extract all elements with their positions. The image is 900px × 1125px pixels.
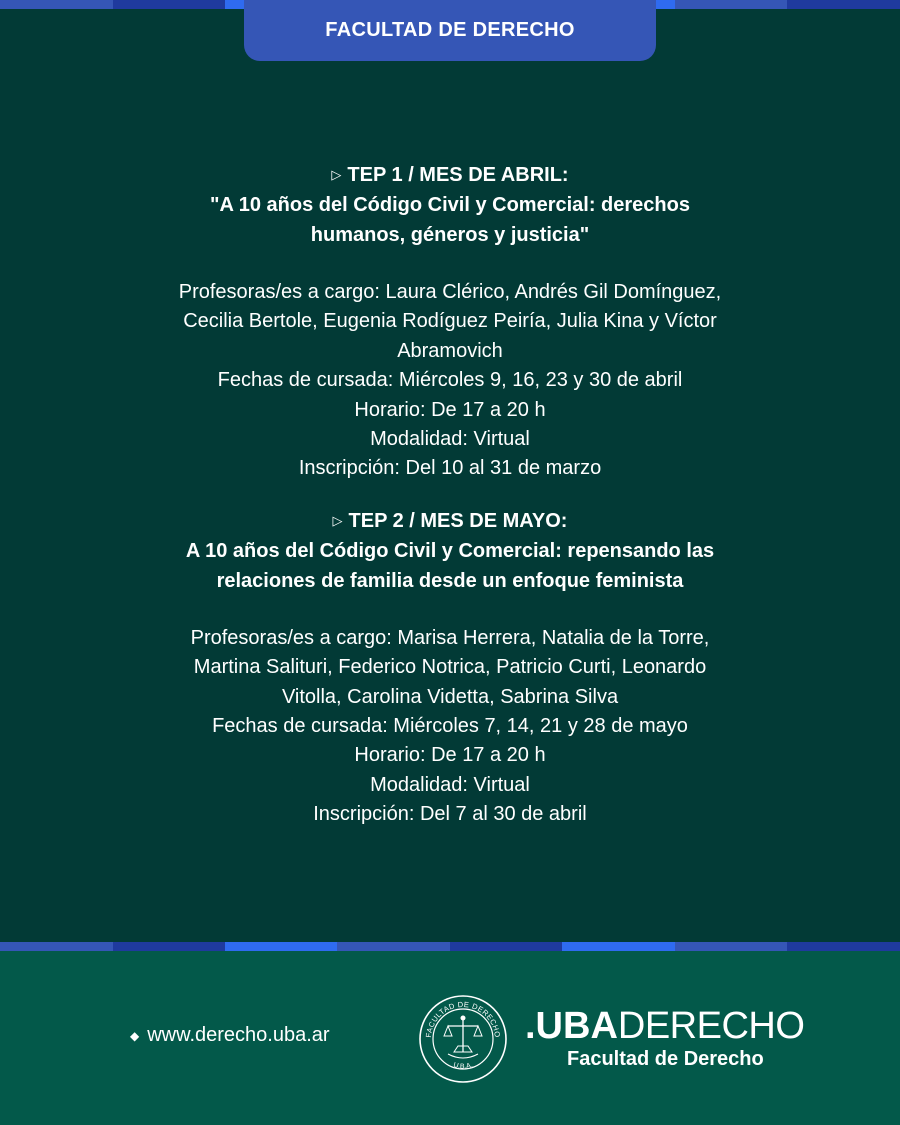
course-content: [120, 160, 780, 852]
website-link[interactable]: [130, 1024, 330, 1047]
tep1-section: [120, 160, 780, 484]
svg-text:U.B.A.: [452, 1062, 473, 1071]
tep1-heading: TEP 1 / MES DE ABRIL:: [347, 164, 569, 186]
diamond-icon: ◆: [130, 1028, 140, 1043]
header-tab: [244, 0, 656, 61]
seal-top-text: FACULTAD DE DERECHO: [423, 999, 503, 1039]
tep1-inscripcion: Inscripción: Del 10 al 31 de marzo: [298, 457, 602, 480]
tep2-profs-line2: Martina Salituri, Federico Notrica, Patricio Curti, Leonardo: [193, 656, 707, 679]
tep2-title-line1: A 10 años del Código Civil y Comercial: repensando las: [185, 539, 715, 562]
triangle-bullet-icon: ▷: [332, 512, 343, 528]
header-title: FACULTAD DE DERECHO: [325, 19, 575, 41]
tep1-profs-line2: Cecilia Bertole, Eugenia Rodíguez Peiría, Julia Kina y Víctor: [183, 310, 717, 333]
tep2-section: [120, 506, 780, 830]
website-url: www.derecho.uba.ar: [147, 1024, 330, 1046]
tep1-fechas: Fechas de cursada: Miércoles 9, 16, 23 y 30 de abril: [217, 369, 683, 392]
seal-bottom-text: U.B.A.: [452, 1061, 474, 1071]
uba-derecho-logo: [525, 1006, 804, 1071]
tep1-profs-line1: Profesoras/es a cargo: Laura Clérico, Andrés Gil Domínguez,: [178, 281, 722, 303]
tep2-horario: Horario: De 17 a 20 h: [354, 744, 546, 767]
tep2-inscripcion: Inscripción: Del 7 al 30 de abril: [313, 803, 587, 826]
tep2-profs-line1: Profesoras/es a cargo: Marisa Herrera, Natalia de la Torre,: [190, 626, 710, 649]
triangle-bullet-icon: ▷: [331, 167, 342, 182]
tep1-horario: Horario: De 17 a 20 h: [354, 398, 546, 421]
tep1-title-line1: "A 10 años del Código Civil y Comercial: derechos: [210, 194, 690, 216]
tep1-title-line2: humanos, géneros y justicia": [310, 224, 590, 246]
brand-uba: .UBA: [525, 1005, 618, 1047]
tep2-profs-line3: Vitolla, Carolina Videtta, Sabrina Silva: [281, 685, 619, 708]
footer-stripe: [0, 942, 900, 951]
tep2-title-line2: relaciones de familia desde un enfoque feminista: [216, 569, 684, 592]
tep2-heading: TEP 2 / MES DE MAYO:: [348, 509, 568, 532]
brand-subtitle: Facultad de Derecho: [567, 1048, 764, 1070]
tep1-modalidad: Modalidad: Virtual: [370, 428, 530, 451]
brand-derecho: DERECHO: [617, 1005, 805, 1047]
tep2-fechas: Fechas de cursada: Miércoles 7, 14, 21 y 28 de mayo: [212, 715, 688, 738]
university-seal-icon: [418, 994, 508, 1084]
tep1-profs-line3: Abramovich: [397, 339, 503, 362]
tep2-modalidad: Modalidad: Virtual: [370, 773, 530, 796]
